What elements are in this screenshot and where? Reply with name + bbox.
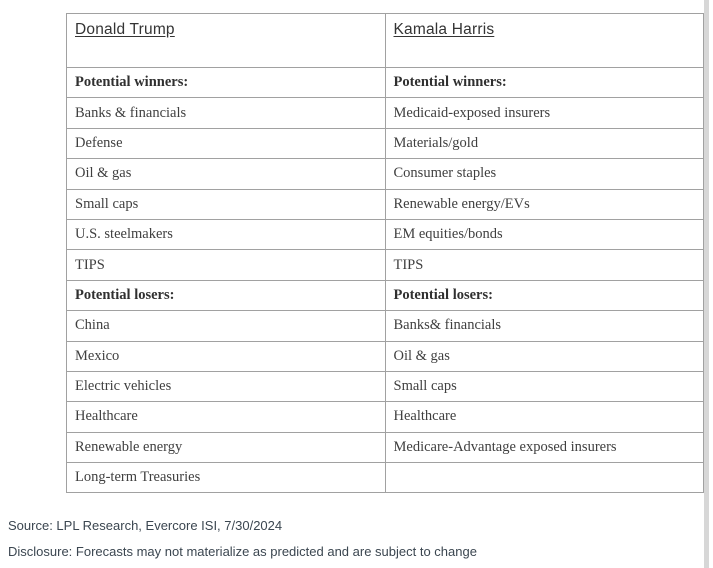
item-cell: Banks & financials <box>67 98 386 128</box>
right-edge-strip <box>704 0 709 568</box>
item-cell: Small caps <box>385 371 704 401</box>
item-cell: Mexico <box>67 341 386 371</box>
trump-column-header <box>67 14 386 68</box>
item-cell: China <box>67 311 386 341</box>
item-cell: Renewable energy/EVs <box>385 189 704 219</box>
table-row <box>67 341 704 371</box>
item-cell: EM equities/bonds <box>385 219 704 249</box>
item-cell: Electric vehicles <box>67 371 386 401</box>
item-cell: Oil & gas <box>67 159 386 189</box>
comparison-table <box>66 13 704 493</box>
item-cell: U.S. steelmakers <box>67 219 386 249</box>
harris-column-header <box>385 14 704 68</box>
item-cell: Oil & gas <box>385 341 704 371</box>
table-row <box>67 402 704 432</box>
item-cell: Renewable energy <box>67 432 386 462</box>
item-cell: Banks& financials <box>385 311 704 341</box>
winners-section-label-harris: Potential winners: <box>385 68 704 98</box>
source-line: Source: LPL Research, Evercore ISI, 7/30/2024 <box>8 518 283 533</box>
item-cell: Medicare-Advantage exposed insurers <box>385 432 704 462</box>
table-row <box>67 432 704 462</box>
winners-section-row <box>67 68 704 98</box>
table-row <box>67 250 704 280</box>
item-cell: Small caps <box>67 189 386 219</box>
table-row <box>67 219 704 249</box>
table-row <box>67 128 704 158</box>
item-cell: Medicaid-exposed insurers <box>385 98 704 128</box>
harris-column-header-label: Kamala Harris <box>393 21 495 38</box>
item-cell: TIPS <box>67 250 386 280</box>
item-cell: Materials/gold <box>385 128 704 158</box>
losers-section-label-harris: Potential losers: <box>385 280 704 310</box>
item-cell: TIPS <box>385 250 704 280</box>
losers-section-label-trump: Potential losers: <box>67 280 386 310</box>
item-cell: Consumer staples <box>385 159 704 189</box>
trump-column-header-label: Donald Trump <box>75 21 175 38</box>
losers-section-row <box>67 280 704 310</box>
table-row <box>67 159 704 189</box>
table-row <box>67 371 704 401</box>
item-cell: Defense <box>67 128 386 158</box>
item-cell: Long-term Treasuries <box>67 463 386 493</box>
table-row <box>67 311 704 341</box>
item-cell: Healthcare <box>385 402 704 432</box>
comparison-table-container <box>66 13 704 493</box>
empty-cell <box>385 463 704 493</box>
table-row <box>67 189 704 219</box>
table-row <box>67 463 704 493</box>
table-header-row <box>67 14 704 68</box>
winners-section-label-trump: Potential winners: <box>67 68 386 98</box>
disclosure-line: Disclosure: Forecasts may not materialize as predicted and are subject to change <box>8 544 477 559</box>
table-row <box>67 98 704 128</box>
item-cell: Healthcare <box>67 402 386 432</box>
